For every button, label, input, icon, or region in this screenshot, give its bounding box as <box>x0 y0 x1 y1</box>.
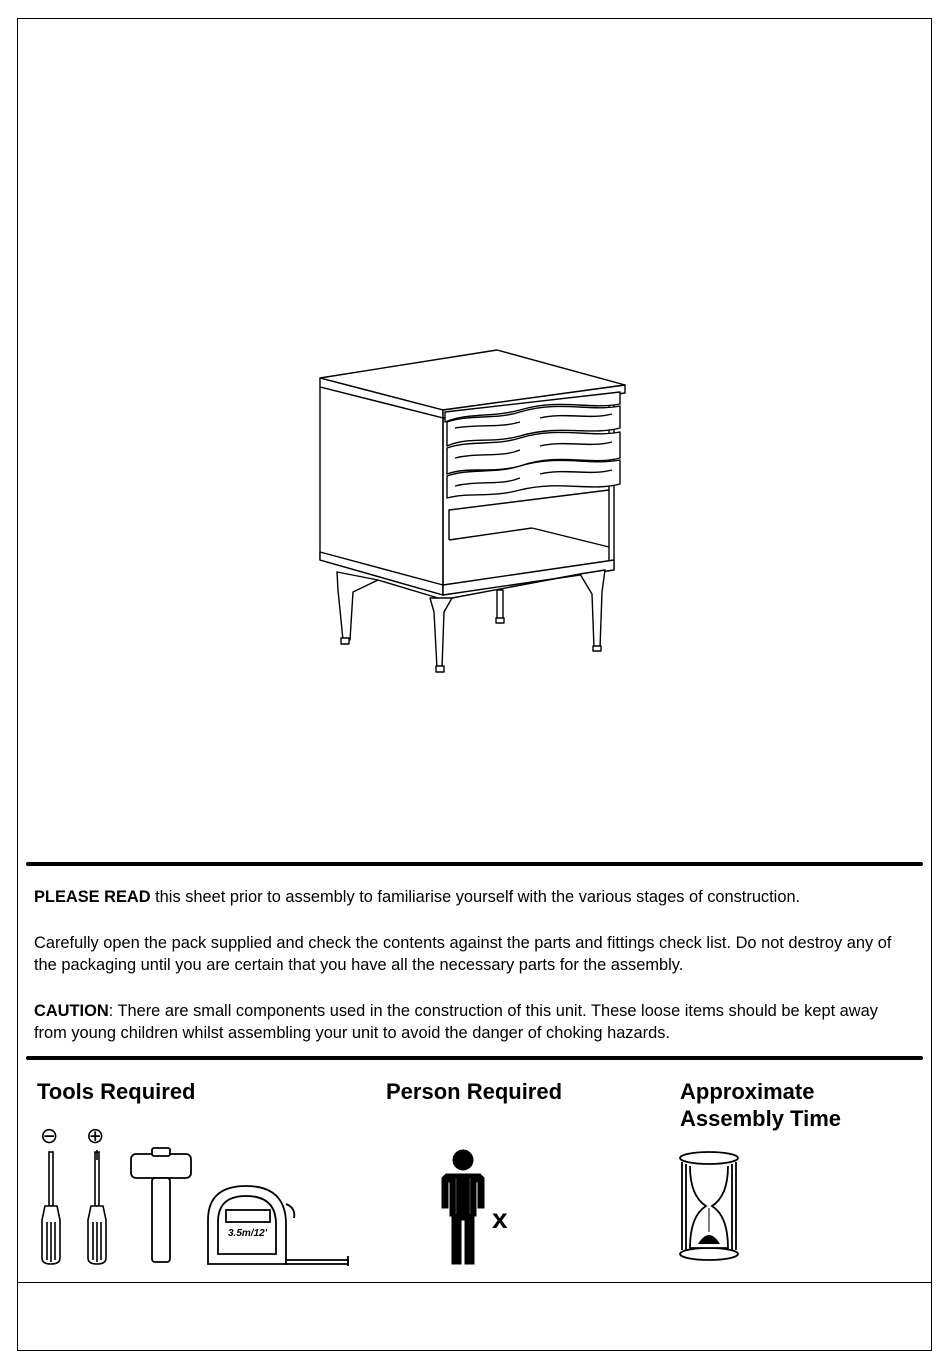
please-read-lead: PLEASE READ <box>34 888 151 906</box>
caution-text: : There are small components used in the construction of this unit. These loose items should be kept away from young children whilst assembling your unit to avoid the danger of choking hazards. <box>34 1002 878 1042</box>
bedside-table-illustration <box>300 340 650 685</box>
caution-paragraph <box>34 1000 914 1044</box>
tape-label: 3.5m/12' <box>228 1228 268 1239</box>
check-contents-text: Carefully open the pack supplied and check the contents against the parts and fittings check list. Do not destroy any of the packaging until you are certain that you have all the necessary parts for the assembly. <box>34 934 892 974</box>
person-heading: Person Required <box>386 1079 563 1104</box>
flat-symbol: ⊖ <box>40 1123 59 1148</box>
hammer-icon <box>128 1146 194 1266</box>
person-icon <box>436 1148 490 1266</box>
top-divider <box>26 862 923 866</box>
caution-lead: CAUTION <box>34 1002 109 1020</box>
tools-heading: Tools Required <box>37 1079 196 1104</box>
please-read-text: this sheet prior to assembly to familiarise yourself with the various stages of construction. <box>150 888 801 906</box>
footer-divider <box>17 1282 932 1283</box>
tape-measure-icon <box>206 1184 356 1270</box>
bottom-divider <box>26 1056 923 1060</box>
cross-symbol: ⊕ <box>86 1123 105 1148</box>
person-multiplier: x <box>492 1203 508 1234</box>
hourglass-icon <box>676 1150 742 1262</box>
please-read-paragraph <box>34 886 914 908</box>
time-heading-line2: Assembly Time <box>680 1106 842 1131</box>
cross-screwdriver-icon <box>82 1150 112 1268</box>
time-heading-line1: Approximate <box>680 1079 815 1104</box>
flat-screwdriver-icon <box>36 1150 66 1268</box>
check-contents-paragraph <box>34 932 914 976</box>
